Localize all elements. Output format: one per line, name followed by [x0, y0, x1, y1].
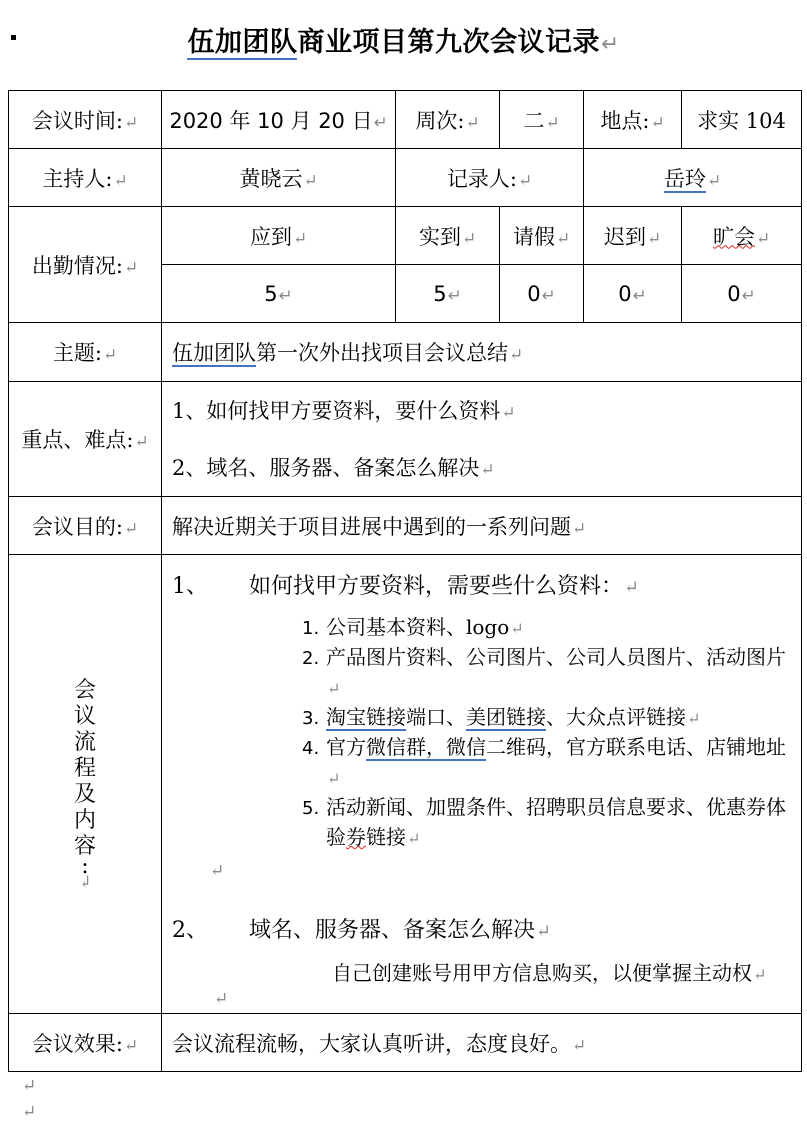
document-title	[0, 20, 807, 59]
meeting-time-label: 会议时间:↵	[9, 91, 162, 149]
attendance-header-leave: 请假↵	[500, 207, 584, 265]
table-row	[9, 207, 802, 265]
process-section-2: 2、 域名、服务器、备案怎么解决↵	[172, 918, 551, 943]
key-point-item: 2、域名、服务器、备案怎么解决↵	[172, 456, 495, 480]
process-label-char: 程	[73, 756, 96, 781]
topic-label: 主题:↵	[9, 323, 162, 382]
attendance-label: 出勤情况:↵	[9, 207, 162, 323]
meeting-record-table	[8, 90, 802, 1072]
attendance-header-late: 迟到↵	[584, 207, 682, 265]
process-section-2-detail: 自己创建账号用甲方信息购买，以便掌握主动权↵	[332, 961, 767, 985]
attendance-header-present: 实到↵	[396, 207, 500, 265]
table-row	[9, 149, 802, 207]
attendance-value-leave[interactable]: 0↵	[500, 265, 584, 323]
key-points-value[interactable]	[162, 382, 802, 497]
place-label: 地点:↵	[584, 91, 682, 149]
list-item: 5. 活动新闻、加盟条件、招聘职员信息要求、优惠券体验券链接↵	[302, 795, 786, 849]
week-label: 周次:↵	[396, 91, 500, 149]
process-label-char: 议	[73, 704, 96, 729]
paragraph-mark-icon: ↵	[600, 32, 620, 57]
process-section-1: 1、 如何找甲方要资料，需要些什么资料：↵	[172, 574, 639, 599]
attendance-value-absent[interactable]: 0↵	[682, 265, 802, 323]
table-row	[9, 497, 802, 555]
attendance-value-expected[interactable]: 5↵	[162, 265, 396, 323]
host-label: 主持人:↵	[9, 149, 162, 207]
paragraph-mark-icon: ↵	[22, 1102, 37, 1122]
attendance-header-absent: 旷会↵	[682, 207, 802, 265]
key-point-item: 1、如何找甲方要资料，要什么资料↵	[172, 399, 516, 423]
title-team-name: 伍加团队	[187, 27, 298, 58]
recorder-value[interactable]: 岳玲↵	[584, 149, 802, 207]
line-break-icon: ↲	[78, 872, 93, 891]
key-points-label: 重点、难点:↵	[9, 382, 162, 497]
attendance-value-late[interactable]: 0↵	[584, 265, 682, 323]
paragraph-mark-icon: ↵	[22, 1076, 37, 1096]
table-row	[9, 555, 802, 1014]
process-content[interactable]	[162, 555, 802, 1014]
process-list	[302, 613, 792, 853]
process-label-char: 流	[73, 730, 96, 755]
list-item: 4. 官方微信群，微信二维码，官方联系电话、店铺地址↵	[302, 735, 786, 788]
table-row	[9, 91, 802, 149]
attendance-header-expected: 应到↵	[162, 207, 396, 265]
host-value[interactable]: 黄晓云↵	[162, 149, 396, 207]
effect-label: 会议效果:↵	[9, 1014, 162, 1072]
paragraph-mark-icon: ↵	[214, 989, 229, 1009]
meeting-time-value[interactable]: 2020 年 10 月 20 日↵	[162, 91, 396, 149]
list-item: 3. 淘宝链接端口、美团链接、大众点评链接↵	[302, 705, 701, 729]
title-text: 商业项目第九次会议记录	[297, 27, 600, 58]
list-item: 2. 产品图片资料、公司图片、公司人员图片、活动图片↵	[302, 645, 786, 698]
purpose-label: 会议目的:↵	[9, 497, 162, 555]
process-label	[9, 555, 162, 1014]
list-item: 1. 公司基本资料、logo↵	[302, 615, 524, 639]
process-label-char: :	[81, 854, 89, 879]
table-row	[9, 382, 802, 497]
process-label-char: 会	[73, 678, 96, 703]
table-row	[9, 1014, 802, 1072]
place-value[interactable]: 求实 104	[682, 91, 802, 149]
paragraph-mark-icon: ↵	[210, 861, 225, 881]
topic-value[interactable]: 伍加团队第一次外出找项目会议总结↵	[162, 323, 802, 382]
table-row	[9, 323, 802, 382]
effect-value[interactable]: 会议流程流畅，大家认真听讲，态度良好。↵	[162, 1014, 802, 1072]
process-label-char: 及	[73, 782, 96, 807]
process-label-char: 内	[73, 808, 96, 833]
week-value[interactable]: 二↵	[500, 91, 584, 149]
recorder-label: 记录人:↵	[396, 149, 584, 207]
purpose-value[interactable]: 解决近期关于项目进展中遇到的一系列问题↵	[162, 497, 802, 555]
attendance-value-present[interactable]: 5↵	[396, 265, 500, 323]
process-label-char: 容	[73, 834, 96, 859]
